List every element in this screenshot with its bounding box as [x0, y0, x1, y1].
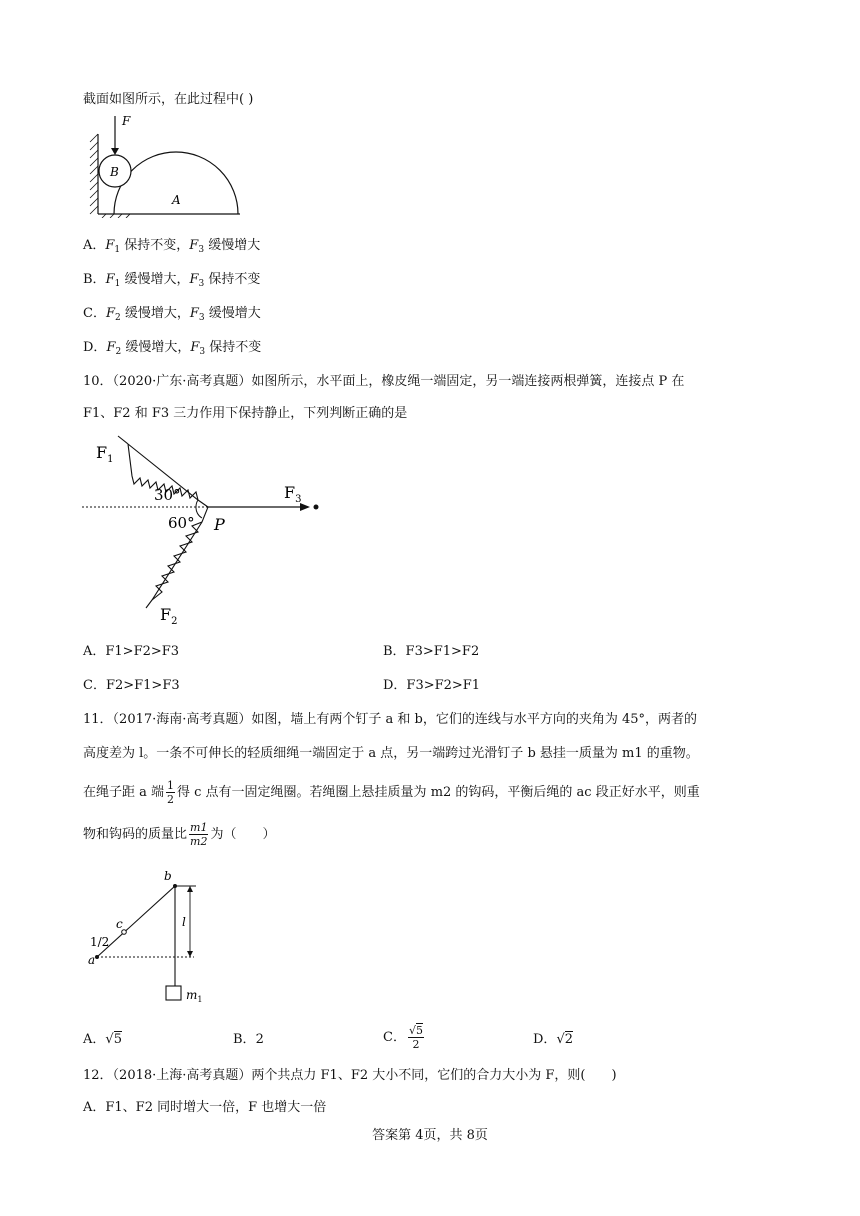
fraction-half: $\frac{1}{2}$	[167, 779, 175, 806]
label-half: 1/2	[90, 935, 110, 949]
q9-option-c: C．$F_2$ 缓慢增大，$F_3$ 缓慢增大	[83, 306, 261, 323]
q12-option-a: A．F1、F2 同时增大一倍，F 也增大一倍	[83, 1100, 327, 1115]
q9-intro: 截面如图所示，在此过程中( )	[83, 92, 254, 107]
q11-figure	[84, 866, 234, 1006]
sqrt-icon: √	[408, 1024, 416, 1037]
fraction-mass-ratio: $\frac{m1}{m2}$	[190, 821, 208, 848]
q11-option-a: A．√5	[83, 1032, 122, 1047]
q11-option-b: B．2	[233, 1032, 264, 1047]
q10-option-d: D．F3>F2>F1	[383, 678, 481, 693]
q9-figure	[88, 112, 248, 218]
label-p: P	[214, 515, 225, 534]
label-c: c	[116, 917, 123, 931]
label-b: b	[164, 869, 172, 883]
label-30deg: 30°	[154, 486, 181, 504]
q10-line1: 10．（2020·广东·高考真题）如图所示，水平面上，橡皮绳一端固定，另一端连接两根弹簧，连接点 P 在	[83, 374, 685, 389]
q10-line2: F1、F2 和 F3 三力作用下保持静止，下列判断正确的是	[83, 406, 408, 421]
q10-option-c: C．F2>F1>F3	[83, 678, 180, 693]
q10-option-a: A．F1>F2>F3	[83, 644, 180, 659]
sqrt-icon: √	[105, 1032, 114, 1047]
label-f2: $F_2$	[160, 605, 178, 627]
q11-option-d: D．√2	[533, 1032, 574, 1047]
q11-line2: 高度差为 l。一条不可伸长的轻质细绳一端固定于 a 点，另一端跨过光滑钉子 b 悬挂一质量为 m1 的重物。	[83, 746, 699, 761]
label-a: A	[172, 193, 181, 207]
page-footer: 答案第 4页，共 8页	[372, 1128, 488, 1143]
label-l: l	[182, 915, 186, 929]
label-f: F	[122, 114, 131, 128]
q10-option-b: B．F3>F1>F2	[383, 644, 480, 659]
q9-option-a: A．$F_1$ 保持不变，$F_3$ 缓慢增大	[83, 238, 261, 255]
q11-line1: 11．（2017·海南·高考真题）如图，墙上有两个钉子 a 和 b，它们的连线与水平方向的夹角为 45°，两者的	[83, 712, 698, 727]
label-m1: $m_1$	[186, 988, 203, 1004]
q9-option-b: B．$F_1$ 缓慢增大，$F_3$ 保持不变	[83, 272, 261, 289]
label-60deg: 60°	[168, 514, 195, 532]
sqrt-icon: √	[556, 1032, 565, 1047]
label-f1: $F_1$	[96, 443, 114, 465]
q11-line4: 物和钩码的质量比 $\frac{m1}{m2}$ 为（ ）	[83, 821, 276, 848]
q12-line1: 12．（2018·上海·高考真题）两个共点力 F1、F2 大小不同，它们的合力大小为 F，则( )	[83, 1068, 617, 1083]
label-b: B	[110, 165, 119, 179]
q11-line3: 在绳子距 a 端 $\frac{1}{2}$ 得 c 点有一固定绳圈。若绳圈上悬挂质量为 m2 的钩码，平衡后绳的 ac 段正好水平，则重	[83, 779, 700, 806]
label-f3: $F_3$	[284, 483, 302, 505]
q11-option-c: C． $\frac{√5}{2}$	[383, 1024, 423, 1051]
label-a: a	[88, 953, 96, 967]
q9-option-d: D．$F_2$ 缓慢增大，$F_3$ 保持不变	[83, 340, 262, 357]
q10-figure	[80, 430, 340, 630]
